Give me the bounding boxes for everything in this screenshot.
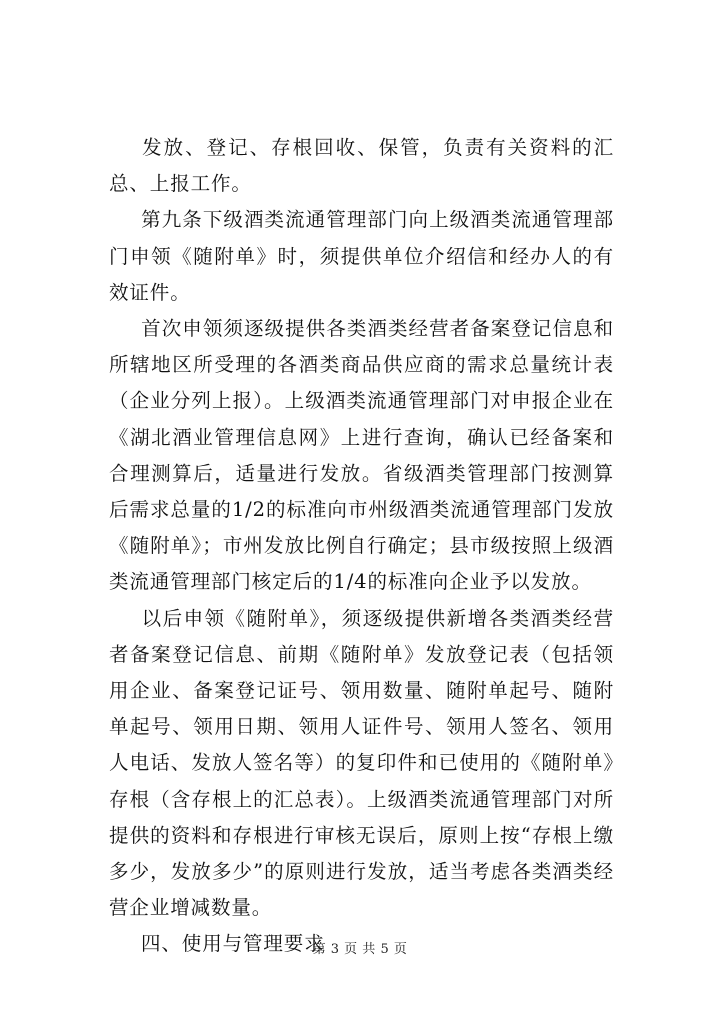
paragraph-2 [109,202,614,311]
paragraph-4 [109,601,614,927]
page-number-footer [0,938,720,957]
paragraph-1 [109,130,614,202]
paragraph-text: 首次申领须逐级提供各类酒类经营者备案登记信息和所辖地区所受理的各酒类商品供应商的需求总量统计表（企业分列上报）。上级酒类流通管理部门对申报企业在《湖北酒业管理信息网》上进行查询，确认已经备案和合理测算后，适量进行发放。省级酒类管理部门按测算后需求总量的1/2的标准向市州级酒类流通管理部门发放《随附单》；市州发放比例自行确定；县市级按照上级酒类流通管理部门核定后的1/4的标准向企业予以发放。 [109,317,614,594]
document-body [109,130,614,963]
paragraph-text: 以后申领《随附单》，须逐级提供新增各类酒类经营者备案登记信息、前期《随附单》发放登记表（包括领用企业、备案登记证号、领用数量、随附单起号、随附单起号、领用日期、领用人证件号、领用人签名、领用人电话、发放人签名等）的复印件和已使用的《随附单》存根（含存根上的汇总表）。上级酒类流通管理部门对所提供的资料和存根进行审核无误后，原则上按“存根上缴多少，发放多少”的原则进行发放，适当考虑各类酒类经营企业增减数量。 [109,606,614,920]
paragraph-text: 发放、登记、存根回收、保管，负责有关资料的汇总、上报工作。 [109,136,614,196]
paragraph-text: 第九条下级酒类流通管理部门向上级酒类流通管理部门申领《随附单》时，须提供单位介绍信和经办人的有效证件。 [109,208,614,304]
page-number-label: 第 3 页 共 5 页 [312,942,408,957]
section-heading-text: 四、使用与管理要求 [141,932,325,956]
paragraph-3 [109,311,614,601]
